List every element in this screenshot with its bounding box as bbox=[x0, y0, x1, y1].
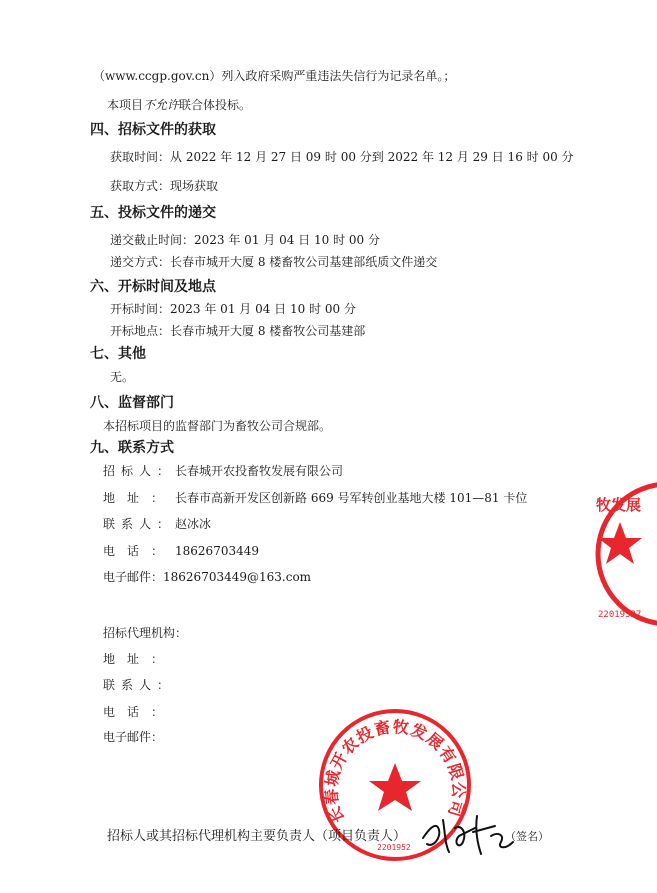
s9-email-value: 18626703449@163.com bbox=[163, 570, 312, 584]
edge-seal-number: 22019527 bbox=[598, 610, 642, 620]
s6-place-value: 长春市城开大厦 8 楼畜牧公司基建部 bbox=[170, 324, 366, 338]
sign-suffix: （签名） bbox=[505, 830, 549, 843]
agency-email-label: 电子邮件： bbox=[103, 730, 164, 744]
edge-seal bbox=[588, 480, 657, 630]
agency-address-label: 地址： bbox=[103, 652, 176, 666]
s9-email-row: 电子邮件：18626703449@163.com bbox=[103, 570, 312, 584]
s9-tenderer-row: 招标人：长春城开农投畜牧发展有限公司 bbox=[103, 464, 344, 478]
s6-place-row: 开标地点：长春市城开大厦 8 楼畜牧公司基建部 bbox=[110, 324, 366, 338]
s5-method-value: 长春市城开大厦 8 楼畜牧公司基建部纸质文件递交 bbox=[170, 255, 438, 269]
intro-line-2: 本项目不允许联合体投标。 bbox=[107, 98, 252, 112]
section-5-title: 五、投标文件的递交 bbox=[90, 205, 216, 221]
s5-deadline-value: 2023 年 01 月 04 日 10 时 00 分 bbox=[194, 233, 380, 247]
s9-phone-row: 电话：18626703449 bbox=[103, 544, 259, 558]
s6-time-row: 开标时间：2023 年 01 月 04 日 10 时 00 分 bbox=[110, 302, 356, 316]
section-9-title: 九、联系方式 bbox=[90, 440, 174, 456]
agency-phone-label: 电话： bbox=[103, 705, 176, 719]
edge-seal-text: 牧发展 bbox=[596, 496, 642, 514]
section-8-title: 八、监督部门 bbox=[90, 395, 174, 411]
s5-method-row: 递交方式：长春市城开大厦 8 楼畜牧公司基建部纸质文件递交 bbox=[110, 255, 438, 269]
section-4-title: 四、招标文件的获取 bbox=[90, 122, 216, 138]
s9-contact-value: 赵冰冰 bbox=[175, 517, 212, 531]
s9-phone-value: 18626703449 bbox=[175, 544, 259, 558]
s7-body: 无。 bbox=[110, 370, 135, 384]
section-6-title: 六、开标时间及地点 bbox=[90, 279, 216, 295]
s4-time-value: 从 2022 年 12 月 27 日 09 时 00 分到 2022 年 12 月 29 日 16 时 00 分 bbox=[170, 150, 574, 164]
not-allowed-text: 不允许 bbox=[143, 98, 180, 112]
s9-contact-row: 联系人：赵冰冰 bbox=[103, 517, 212, 531]
agency-contact-label: 联系人： bbox=[103, 678, 176, 692]
intro-line-1: （www.ccgp.gov.cn）列入政府采购严重违法失信行为记录名单。； bbox=[93, 69, 456, 83]
s4-method-value: 现场获取 bbox=[170, 179, 219, 193]
signature-line: 招标人或其招标代理机构主要负责人（项目负责人） bbox=[107, 829, 407, 844]
s8-body: 本招标项目的监督部门为畜牧公司合规部。 bbox=[103, 419, 332, 433]
s9-address-row: 地址：长春市高新开发区创新路 669 号军转创业基地大楼 101—81 卡位 bbox=[103, 491, 528, 505]
s9-tenderer-value: 长春城开农投畜牧发展有限公司 bbox=[175, 464, 344, 478]
s6-time-value: 2023 年 01 月 04 日 10 时 00 分 bbox=[170, 302, 356, 316]
s5-deadline-row: 递交截止时间：2023 年 01 月 04 日 10 时 00 分 bbox=[110, 233, 380, 247]
section-7-title: 七、其他 bbox=[90, 346, 146, 362]
s4-method-row: 获取方式：现场获取 bbox=[110, 179, 219, 193]
agency-title: 招标代理机构： bbox=[103, 626, 188, 640]
seal-arc-text: 长春城开农投畜牧发展有限公司 bbox=[321, 717, 469, 826]
s9-address-value: 长春市高新开发区创新路 669 号军转创业基地大楼 101—81 卡位 bbox=[175, 491, 528, 505]
seal-number: 2201952 bbox=[377, 843, 411, 852]
s4-time-row: 获取时间：从 2022 年 12 月 27 日 09 时 00 分到 2022 年 12 月 29 日 16 时 00 分 bbox=[110, 150, 574, 164]
